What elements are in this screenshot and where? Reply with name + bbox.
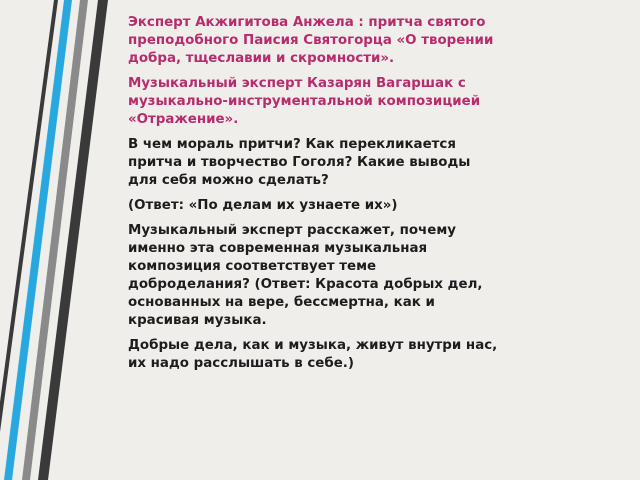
decorative-stripes [0, 0, 120, 480]
paragraph-conclusion: Добрые дела, как и музыка, живут внутри нас, их надо расслышать в себе.) [128, 338, 498, 371]
paragraph-music-expert: Музыкальный эксперт Казарян Вагаршак с музыкально-инструментальной композицией «Отражение». [128, 76, 481, 127]
paragraph-expert-parable: Эксперт Акжигитова Анжела : притча святого преподобного Паисия Святогорца «О творении добра, тщеславии и скромности». [128, 15, 494, 66]
paragraph-music-explanation: Музыкальный эксперт расскажет, почему именно эта современная музыкальная композиция соответствует теме доброделания? (Ответ: Красота добрых дел, основанных на вере, бессмертна, как и красивая музыка. [128, 223, 483, 328]
stripe-dark-thin [0, 0, 58, 432]
paragraph-question: В чем мораль притчи? Как перекликается притча и творчество Гоголя? Какие выводы для себя можно сделать? [128, 137, 471, 188]
paragraph-answer: (Ответ: «По делам их узнаете их») [128, 198, 398, 213]
slide-text [128, 14, 500, 380]
